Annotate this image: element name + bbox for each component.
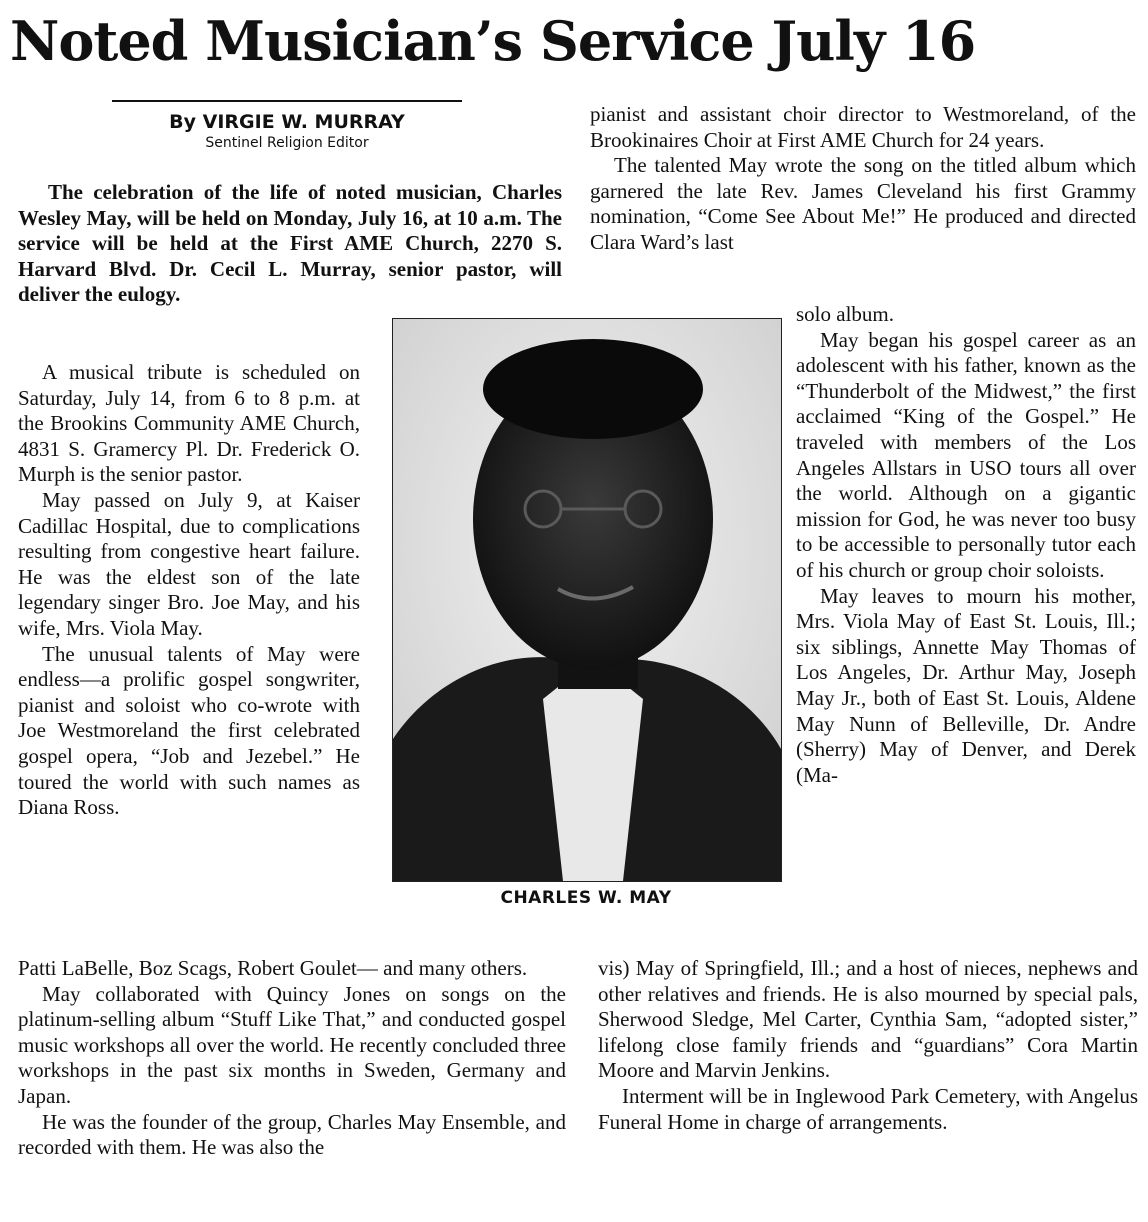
pianist-paragraph: pianist and assistant choir director to Westmoreland, of the Brookinaires Choir at First AME Church for 24 years.: [590, 102, 1136, 152]
headline: Noted Musician’s Service July 16: [10, 9, 976, 73]
lead-block: [18, 180, 562, 308]
byline-rule: [112, 100, 462, 102]
mourn-paragraph: May leaves to mourn his mother, Mrs. Viola May of East St. Louis, Ill.; six siblings, Annette May Thomas of Los Angeles, Dr. Arthur May, Joseph May Jr., both of East St. Louis, Aldene May Nunn of Belleville, Dr. Andre (Sherry) May of Denver, and Derek (Ma-: [796, 583, 1136, 787]
right-top-column: [590, 102, 1136, 256]
left-bottom-column: [18, 956, 566, 1161]
hair-shape: [483, 339, 703, 439]
song-paragraph: The talented May wrote the song on the titled album which garnered the late Rev. James Cleveland his first Grammy nomination, “Come See About Me!” He produced and directed Clara Ward’s last: [590, 153, 1136, 254]
byline-title: Sentinel Religion Editor: [205, 135, 369, 151]
song-continued: solo album.: [796, 302, 894, 326]
quincy-paragraph: May collaborated with Quincy Jones on songs on the platinum-selling album “Stuff Like That,” and conducted gospel music workshops all over the world. He recently concluded three workshops in the past six months in Sweden, Germany and Japan.: [18, 981, 566, 1108]
mourn-continued: vis) May of Springfield, Ill.; and a host of nieces, nephews and other relatives and friends. He is also mourned by special pals, Sherwood Sledge, Mel Carter, Cynthia Sam, “adopted sister,” lifelong close family friends and “guardians” Cora Martin Moore and Marvin Jenkins.: [598, 956, 1138, 1083]
portrait-photo: [392, 318, 782, 882]
photo-caption: CHARLES W. MAY: [500, 888, 672, 908]
right-narrow-column: [796, 302, 1136, 788]
interment-paragraph: Interment will be in Inglewood Park Cemetery, with Angelus Funeral Home in charge of arrangements.: [598, 1083, 1138, 1134]
portrait-illustration: [393, 319, 781, 881]
talents-paragraph: The unusual talents of May were endless—a prolific gospel songwriter, pianist and soloist who co-wrote with Joe Westmoreland the first celebrated gospel opera, “Job and Jezebel.” He toured the world with such names as Diana Ross.: [18, 641, 360, 820]
passed-paragraph: May passed on July 9, at Kaiser Cadillac Hospital, due to complications resulting from congestive heart failure. He was the eldest son of the late legendary singer Bro. Joe May, and his wife, Mrs. Viola May.: [18, 487, 360, 640]
founder-paragraph: He was the founder of the group, Charles May Ensemble, and recorded with them. He was also the: [18, 1109, 566, 1160]
career-paragraph: May began his gospel career as an adolescent with his father, known as the “Thunderbolt of the Midwest,” the first acclaimed “King of the Gospel.” He traveled with members of the Los Angeles Allstars in USO tours all over the world. Although on a gigantic mission for God, he was never too busy to be accessible to personally tutor each of his church or group choir soloists.: [796, 327, 1136, 582]
tribute-paragraph: A musical tribute is scheduled on Saturday, July 14, from 6 to 8 p.m. at the Brookins Community AME Church, 4831 S. Gramercy Pl. Dr. Frederick O. Murph is the senior pastor.: [18, 360, 360, 487]
right-bottom-column: [598, 956, 1138, 1135]
talents-continued: Patti LaBelle, Boz Scags, Robert Goulet— and many others.: [18, 956, 528, 980]
lead-paragraph: The celebration of the life of noted musician, Charles Wesley May, will be held on Monday, July 16, at 10 a.m. The service will be held at the First AME Church, 2270 S. Harvard Blvd. Dr. Cecil L. Murray, senior pastor, will deliver the eulogy.: [18, 180, 562, 307]
byline-author: By VIRGIE W. MURRAY: [169, 111, 405, 133]
left-narrow-column: [18, 360, 360, 821]
